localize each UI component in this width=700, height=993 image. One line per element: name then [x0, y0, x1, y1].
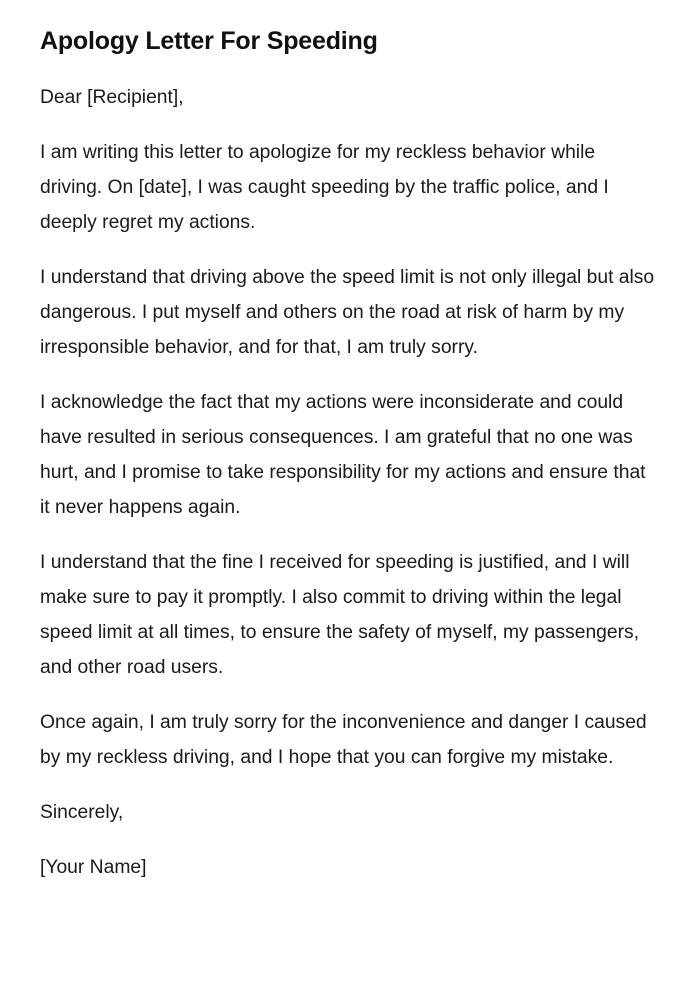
body-paragraph-1: I am writing this letter to apologize for my reckless behavior while driving. On [date], I was caught speeding by the traffic police, and I deeply regret my actions. [40, 142, 609, 233]
body-paragraph-3: I acknowledge the fact that my actions were inconsiderate and could have resulted in serious consequences. I am grateful that no one was hurt, and I promise to take responsibility for my actions and ensure that it never happens again. [40, 392, 646, 518]
body-paragraph-5: Once again, I am truly sorry for the inconvenience and danger I caused by my reckless driving, and I hope that you can forgive my mistake. [40, 712, 647, 768]
signature: [Your Name] [40, 857, 147, 878]
body-paragraph-4: I understand that the fine I received for speeding is justified, and I will make sure to pay it promptly. I also commit to driving within the legal speed limit at all times, to ensure the safety of myself, my passengers, and other road users. [40, 552, 640, 678]
salutation: Dear [Recipient], [40, 87, 184, 108]
closing: Sincerely, [40, 802, 124, 823]
body-paragraph-2: I understand that driving above the speed limit is not only illegal but also dangerous. I put myself and others on the road at risk of harm by my irresponsible behavior, and for that, I am truly sorry. [40, 267, 655, 358]
page-title: Apology Letter For Speeding [40, 27, 378, 55]
